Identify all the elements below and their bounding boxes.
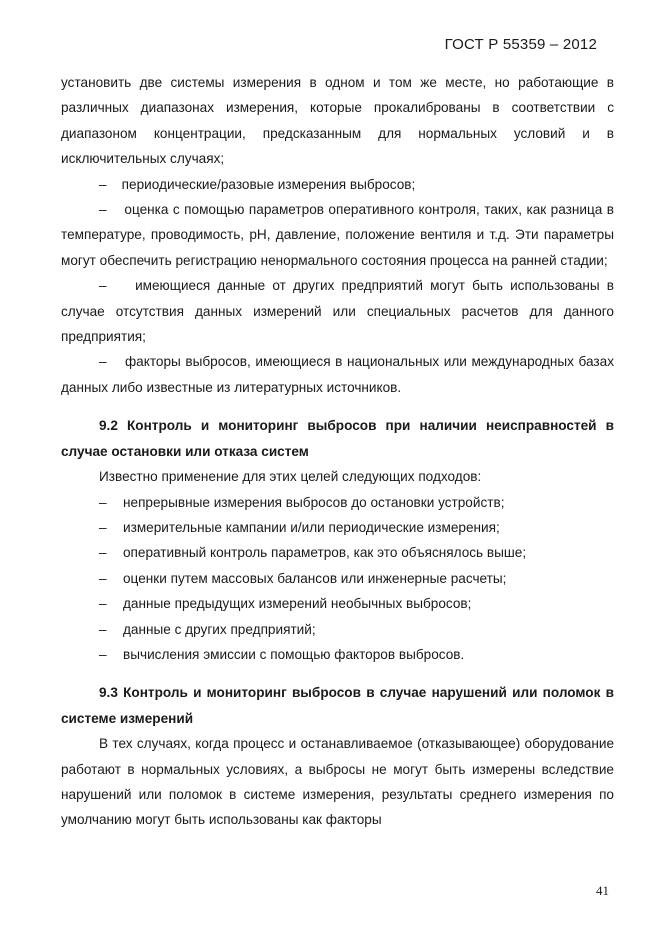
dash-marker: –	[99, 494, 107, 510]
document-code-header: ГОСТ Р 55359 – 2012	[444, 36, 597, 53]
list-item	[61, 617, 614, 642]
list-item	[61, 642, 614, 667]
dash-marker: –	[99, 570, 107, 586]
section-gap	[61, 667, 614, 680]
list-item	[61, 591, 614, 616]
list-item-text: измерительные кампании и/или периодические измерения;	[123, 519, 500, 535]
section-gap	[61, 400, 614, 413]
list-item-a-2	[61, 273, 614, 349]
dash-marker: –	[99, 545, 107, 561]
list-item-text: данные с других предприятий;	[123, 621, 316, 637]
section-9-2-intro: Известно применение для этих целей следующих подходов:	[99, 469, 482, 485]
list-item-a-3	[61, 349, 614, 400]
section-9-3-paragraph: В тех случаях, когда процесс и останавливаемое (отказывающее) оборудование работают в нормальных условиях, а выбросы не могут быть измерены вследствие нарушений или поломок в системе измерения, результаты среднего измерения по умолчанию могут быть использованы как факторы	[61, 736, 614, 828]
list-item-text: оперативный контроль параметров, как это объяснялось выше;	[123, 545, 527, 561]
list-item	[61, 540, 614, 565]
section-heading-9-2: 9.2 Контроль и мониторинг выбросов при наличии неисправностей в случае остановки или отказа систем	[61, 418, 614, 459]
list-item-a-1	[61, 197, 614, 273]
list-item-text: факторы выбросов, имеющиеся в национальных или международных базах данных либо известные из литературных источников.	[61, 354, 615, 395]
list-item	[61, 515, 614, 540]
list-item-text: оценка с помощью параметров оперативного контроля, таких, как разница в температуре, проводимость, pH, давление, положение вентиля и т.д. Эти параметры могут обеспечить регистрацию ненормального состояния процесса на ранней стадии;	[61, 202, 614, 268]
dash-marker: –	[99, 354, 107, 370]
list-item-text: данные предыдущих измерений необычных выбросов;	[123, 596, 472, 612]
section-9-2-list	[61, 490, 614, 668]
dash-marker: –	[99, 202, 107, 218]
dash-marker: –	[99, 519, 107, 535]
list-item-text: периодические/разовые измерения выбросов;	[121, 176, 416, 192]
list-item-text: непрерывные измерения выбросов до остановки устройств;	[123, 494, 505, 510]
list-item-text: оценки путем массовых балансов или инженерные расчеты;	[123, 570, 507, 586]
list-item-a-0	[61, 172, 614, 197]
page-content	[61, 70, 614, 833]
dash-marker: –	[99, 646, 107, 662]
section-heading-9-3: 9.3 Контроль и мониторинг выбросов в случае нарушений или поломок в системе измерений	[61, 685, 614, 726]
continued-paragraph: установить две системы измерения в одном и том же месте, но работающие в различных диапазонах измерения, которые прокалиброваны в соответствии с диапазоном концентрации, предсказанным для нормальных условий и в исключительных случаях;	[61, 75, 614, 167]
list-item	[61, 490, 614, 515]
dash-marker: –	[99, 621, 107, 637]
dash-marker: –	[99, 278, 107, 294]
list-item-text: имеющиеся данные от других предприятий могут быть использованы в случае отсутствия данных измерений или специальных расчетов для данного предприятия;	[61, 278, 614, 345]
list-item-text: вычисления эмиссии с помощью факторов выбросов.	[123, 646, 465, 662]
list-item	[61, 566, 614, 591]
dash-marker: –	[99, 176, 107, 192]
dash-marker: –	[99, 596, 107, 612]
page-number: 41	[596, 883, 609, 898]
